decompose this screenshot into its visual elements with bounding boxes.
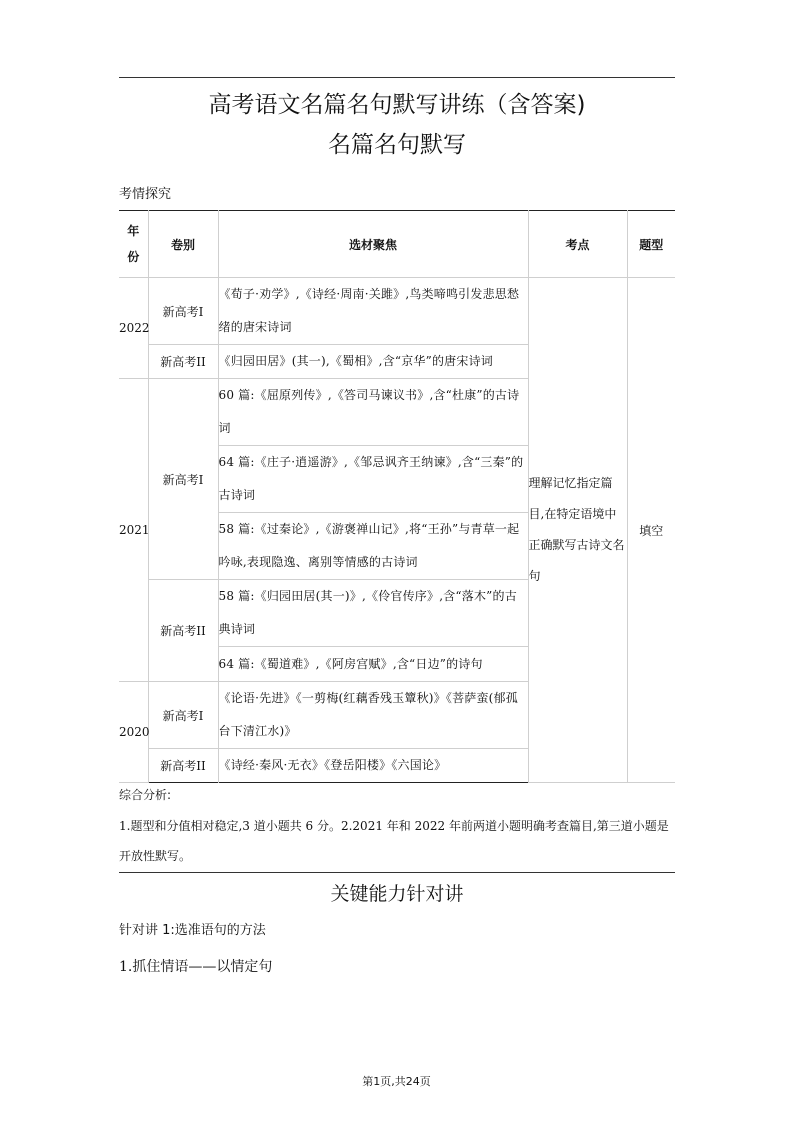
year-cell-2021: 2021 [119,379,148,682]
content-cell: 《诗经·秦风·无衣》《登岳阳楼》《六国论》 [218,749,528,783]
header-content: 选材聚焦 [218,211,528,278]
content-cell: 64 篇:《庄子·逍遥游》,《邹忌讽齐王纳谏》,含“三秦”的古诗词 [218,446,528,513]
item-heading: 1.抓住情语——以情定句 [119,959,273,975]
table-header-row [119,211,675,278]
point-cell: 理解记忆指定篇目,在特定语境中正确默写古诗文名句 [528,278,627,783]
paper-cell: 新高考II [148,580,218,682]
paper-cell: 新高考II [148,345,218,379]
year-cell-2022: 2022 [119,278,148,379]
header-year: 年份 [119,211,148,278]
content-cell: 60 篇:《屈原列传》,《答司马谏议书》,含“杜康”的古诗词 [218,379,528,446]
content-cell: 《归园田居》(其一),《蜀相》,含“京华”的唐宋诗词 [218,345,528,379]
section-label: 考情探究 [119,187,172,202]
year-cell-2020: 2020 [119,682,148,783]
section-divider [119,872,675,873]
analysis-title: 综合分析: [119,788,172,802]
content-cell: 58 篇:《归园田居(其一)》,《伶官传序》,含“落木”的古典诗词 [218,580,528,647]
content-cell: 《荀子·劝学》,《诗经·周南·关雎》,鸟类啼鸣引发悲思愁绪的唐宋诗词 [218,278,528,345]
header-type: 题型 [627,211,675,278]
exam-analysis-table [119,210,675,783]
key-ability-heading: 关键能力针对讲 [330,883,464,905]
paper-cell: 新高考I [148,278,218,345]
paper-cell: 新高考I [148,682,218,749]
paper-cell: 新高考I [148,379,218,580]
analysis-text: 1.题型和分值相对稳定,3 道小题共 6 分。2.2021 年和 2022 年前两道小题明确考查篇目,第三道小题是开放性默写。 [119,819,669,863]
page-footer: 第1页,共24页 [362,1075,431,1088]
page-subtitle: 名篇名句默写 [328,132,466,158]
top-rule [119,77,675,78]
table-row [119,278,675,345]
page-title: 高考语文名篇名句默写讲练（含答案) [208,92,586,118]
sub-heading: 针对讲 1:选准语句的方法 [119,923,266,938]
content-cell: 《论语·先进》《一剪梅(红藕香残玉簟秋)》《菩萨蛮(郁孤台下清江水)》 [218,682,528,749]
type-cell: 填空 [627,278,675,783]
paper-cell: 新高考II [148,749,218,783]
header-paper: 卷别 [148,211,218,278]
header-point: 考点 [528,211,627,278]
content-cell: 58 篇:《过秦论》,《游褒禅山记》,将“王孙”与青草一起吟咏,表现隐逸、离别等情感的古诗词 [218,513,528,580]
content-cell: 64 篇:《蜀道难》,《阿房宫赋》,含“日边”的诗句 [218,647,528,682]
